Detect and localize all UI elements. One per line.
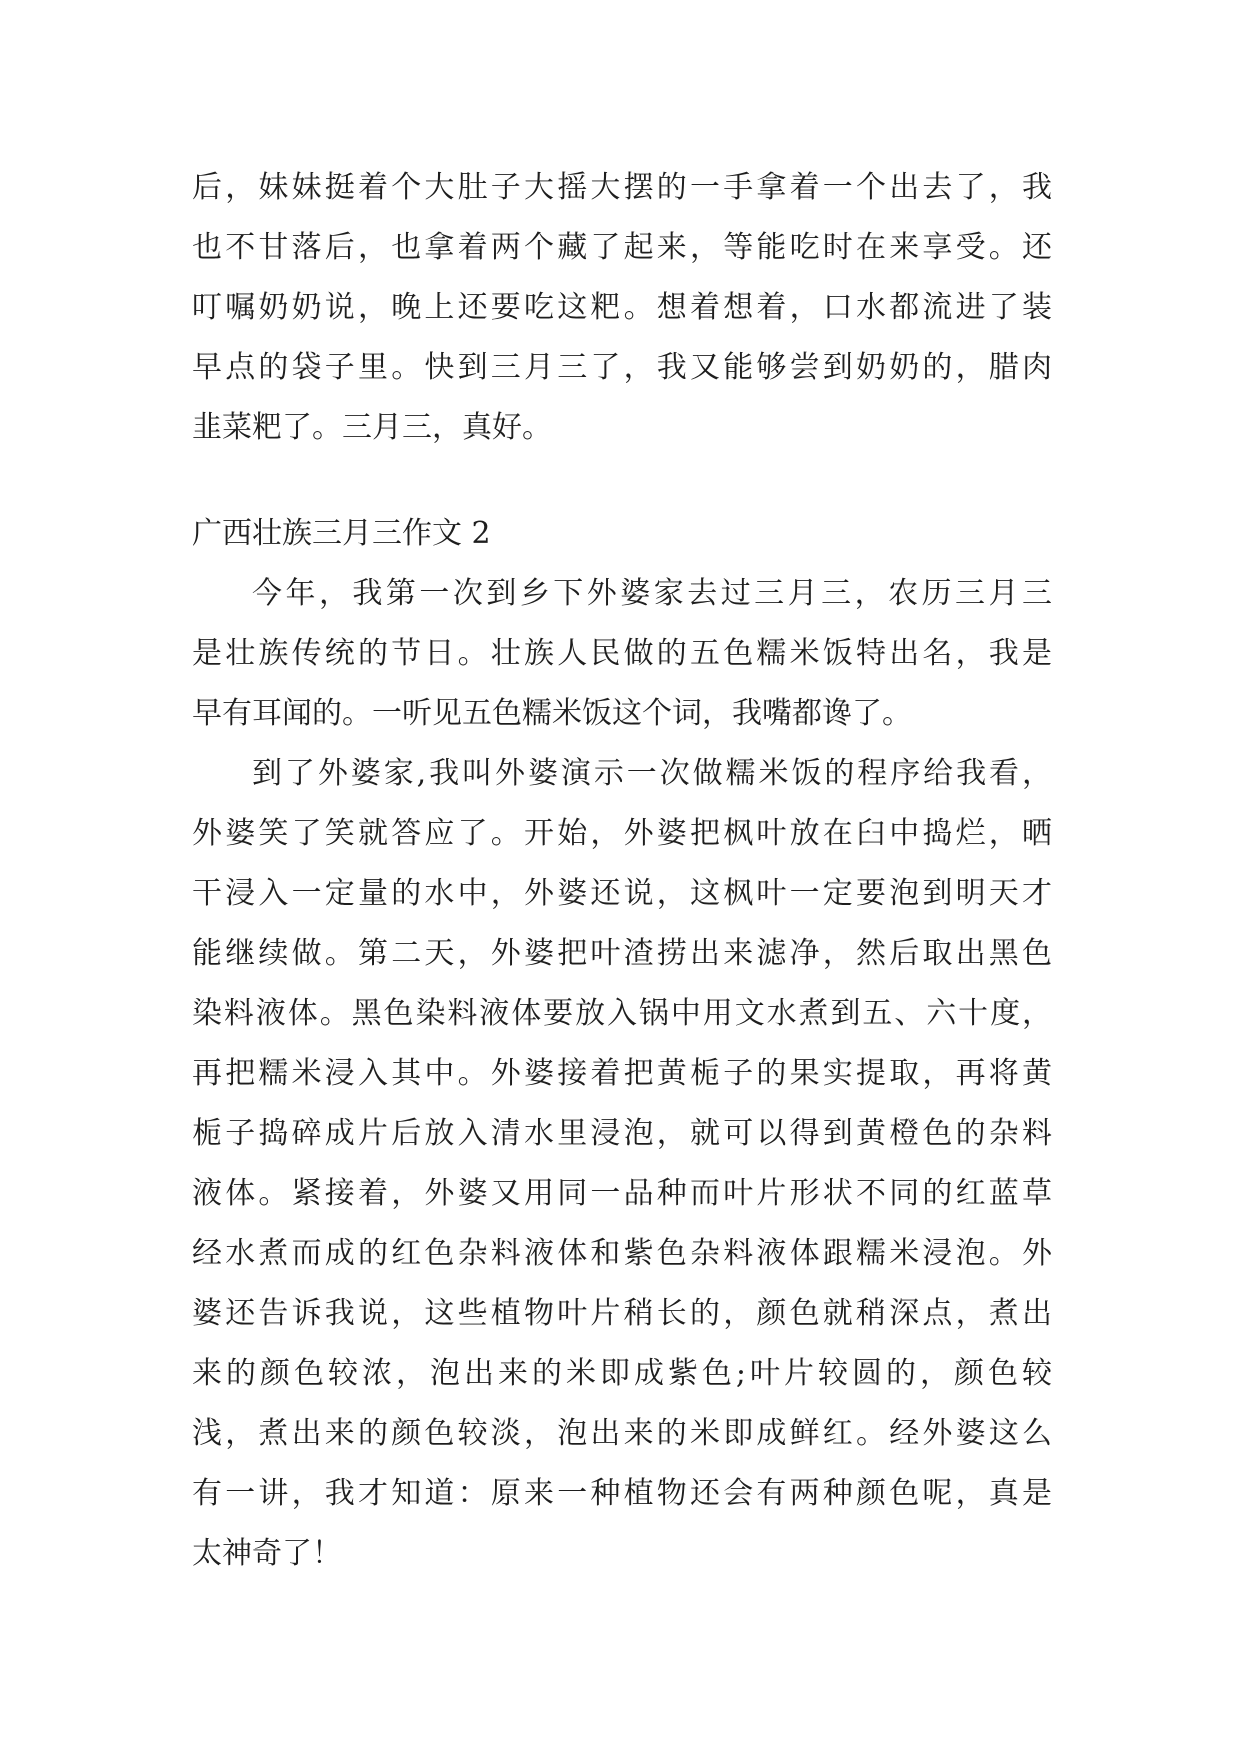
text-line: 浅，煮出来的颜色较淡，泡出来的米即成鲜红。经外婆这么 xyxy=(192,1416,1052,1451)
text-line: 到了外婆家,我叫外婆演示一次做糯米饭的程序给我看， xyxy=(252,756,1052,791)
text-line: 经水煮而成的红色杂料液体和紫色杂料液体跟糯米浸泡。外 xyxy=(192,1236,1052,1271)
text-line: 叮嘱奶奶说，晚上还要吃这粑。想着想着，口水都流进了装 xyxy=(192,290,1052,325)
text-line: 太神奇了！ xyxy=(192,1536,342,1571)
text-line: 能继续做。第二天，外婆把叶渣捞出来滤净，然后取出黑色 xyxy=(192,936,1052,971)
text-line: 也不甘落后，也拿着两个藏了起来，等能吃时在来享受。还 xyxy=(192,230,1052,265)
section-title: 广西壮族三月三作文 2 xyxy=(192,516,491,551)
text-line: 是壮族传统的节日。壮族人民做的五色糯米饭特出名，我是 xyxy=(192,636,1052,671)
text-line: 染料液体。黑色染料液体要放入锅中用文水煮到五、六十度， xyxy=(192,996,1052,1031)
text-line: 液体。紧接着，外婆又用同一品种而叶片形状不同的红蓝草 xyxy=(192,1176,1052,1211)
text-line: 再把糯米浸入其中。外婆接着把黄栀子的果实提取，再将黄 xyxy=(192,1056,1052,1091)
text-line: 今年，我第一次到乡下外婆家去过三月三，农历三月三 xyxy=(252,576,1052,611)
text-line: 有一讲，我才知道：原来一种植物还会有两种颜色呢，真是 xyxy=(192,1476,1052,1511)
text-line: 栀子捣碎成片后放入清水里浸泡，就可以得到黄橙色的杂料 xyxy=(192,1116,1052,1151)
text-line: 韭菜粑了。三月三，真好。 xyxy=(192,410,552,445)
text-line: 来的颜色较浓，泡出来的米即成紫色;叶片较圆的，颜色较 xyxy=(192,1356,1052,1391)
text-line: 外婆笑了笑就答应了。开始，外婆把枫叶放在臼中捣烂，晒 xyxy=(192,816,1052,851)
text-line: 干浸入一定量的水中，外婆还说，这枫叶一定要泡到明天才 xyxy=(192,876,1052,911)
text-line: 婆还告诉我说，这些植物叶片稍长的，颜色就稍深点，煮出 xyxy=(192,1296,1052,1331)
text-line: 后，妹妹挺着个大肚子大摇大摆的一手拿着一个出去了，我 xyxy=(192,170,1052,205)
text-line: 早点的袋子里。快到三月三了，我又能够尝到奶奶的，腊肉 xyxy=(192,350,1052,385)
text-line: 早有耳闻的。一听见五色糯米饭这个词，我嘴都谗了。 xyxy=(192,696,912,731)
